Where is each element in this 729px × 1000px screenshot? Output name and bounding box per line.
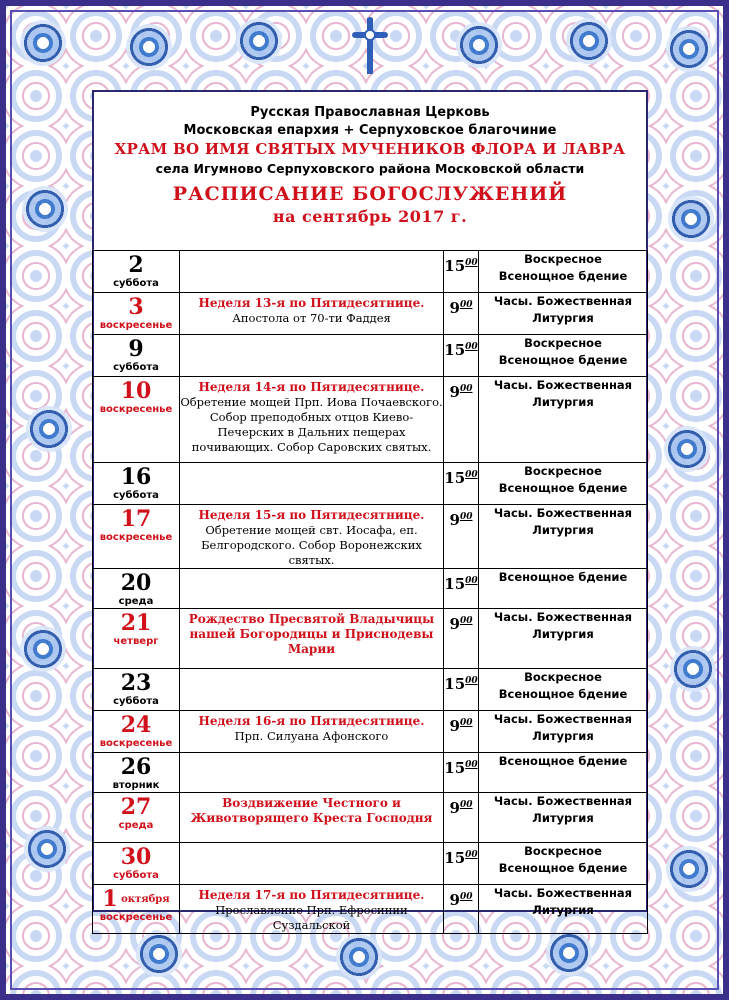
service-line: Литургия: [532, 395, 594, 409]
time-cell: [444, 569, 479, 609]
saints-commemoration: Прославление Прп. Ефросинии Суздальской: [215, 903, 408, 932]
table-row: [93, 293, 648, 335]
description-cell: [180, 569, 444, 609]
service-line: Литургия: [532, 523, 594, 537]
weekday: суббота: [113, 696, 159, 707]
service-line: Всенощное бдение: [498, 570, 628, 584]
table-row: [93, 569, 648, 609]
service-line: Всенощное бдение: [498, 861, 628, 875]
ornament-swirl-icon: [24, 826, 70, 872]
ornament-swirl-icon: [666, 26, 712, 72]
ornament-swirl-icon: [546, 930, 592, 976]
date-cell: [93, 463, 180, 505]
feast-title: [180, 463, 443, 466]
weekday: воскресенье: [99, 912, 173, 923]
service-line: Часы. Божественная: [493, 378, 633, 392]
weekday: воскресенье: [99, 320, 173, 331]
feast-title: [180, 843, 443, 846]
feast-title: Неделя 15-я по Пятидесятнице.: [198, 508, 425, 522]
village-line: села Игумново Серпуховского района Московской области: [155, 161, 585, 176]
day-number: 10: [120, 378, 152, 404]
schedule-panel: [92, 90, 648, 932]
time-cell: [444, 793, 479, 843]
date-cell: [93, 609, 180, 669]
feast-title: [180, 669, 443, 672]
time-hour: 9: [449, 717, 460, 735]
time-cell: [444, 885, 479, 934]
date-cell: [93, 753, 180, 793]
time-hour: 15: [444, 469, 466, 487]
saints-commemoration: Обретение мощей свт. Иосафа, еп. Белгородского. Собор Воронежских святых.: [201, 523, 422, 567]
service-cell: [479, 293, 648, 335]
ornament-swirl-icon: [668, 196, 714, 242]
time-hour: 15: [444, 675, 466, 693]
service-line: Всенощное бдение: [498, 481, 628, 495]
feast-title: Воздвижение Честного и Животворящего Креста Господня: [190, 796, 433, 825]
weekday: суббота: [113, 490, 159, 501]
temple-name: ХРАМ ВО ИМЯ СВЯТЫХ МУЧЕНИКОВ ФЛОРА И ЛАВРА: [114, 140, 626, 158]
date-cell: [93, 335, 180, 377]
service-line: Воскресное: [524, 844, 602, 858]
service-cell: [479, 335, 648, 377]
time-minute: 00: [465, 342, 478, 352]
time-cell: [444, 463, 479, 505]
table-row: [93, 669, 648, 711]
time-minute: 00: [465, 850, 478, 860]
table-row: [93, 753, 648, 793]
day-number: 24: [120, 712, 152, 738]
time-minute: 00: [465, 676, 478, 686]
time-cell: [444, 753, 479, 793]
date-cell: [93, 505, 180, 569]
time-minute: 00: [465, 760, 478, 770]
church-name: Русская Православная Церковь: [250, 105, 490, 120]
feast-title: Неделя 16-я по Пятидесятнице.: [198, 714, 425, 728]
day-number: 26: [120, 754, 152, 780]
service-line: Литургия: [532, 627, 594, 641]
ornament-swirl-icon: [26, 406, 72, 452]
ornament-swirl-icon: [236, 18, 282, 64]
time-minute: 00: [465, 576, 478, 586]
table-row: [93, 609, 648, 669]
ornament-swirl-icon: [22, 186, 68, 232]
schedule-table: [92, 250, 648, 934]
time-minute: 00: [459, 718, 473, 728]
diocese-line: Московская епархия + Серпуховское благочиние: [183, 123, 557, 138]
date-cell: [93, 793, 180, 843]
time-minute: 00: [459, 616, 473, 626]
service-line: Воскресное: [524, 670, 602, 684]
table-row: [93, 711, 648, 753]
service-cell: [479, 463, 648, 505]
time-hour: 9: [449, 615, 460, 633]
time-hour: 9: [449, 511, 460, 529]
month-subtitle: на сентябрь 2017 г.: [272, 207, 468, 226]
service-cell: [479, 711, 648, 753]
service-line: Литургия: [532, 729, 594, 743]
header: [94, 104, 646, 228]
ornament-swirl-icon: [126, 24, 172, 70]
feast-title: Рождество Пресвятой Владычицы нашей Богородицы и Приснодевы Марии: [188, 612, 435, 656]
time-cell: [444, 293, 479, 335]
day-number: 30: [120, 844, 152, 870]
day-number: 20: [120, 570, 152, 596]
ornament-swirl-icon: [20, 20, 66, 66]
day-number: 3: [128, 294, 144, 320]
ornament-swirl-icon: [20, 626, 66, 672]
service-cell: [479, 669, 648, 711]
date-cell: [93, 669, 180, 711]
service-line: Часы. Божественная: [493, 794, 633, 808]
feast-title: Неделя 17-я по Пятидесятнице.: [198, 888, 425, 902]
time-cell: [444, 669, 479, 711]
time-hour: 15: [444, 849, 466, 867]
service-line: Часы. Божественная: [493, 712, 633, 726]
saints-commemoration: Прп. Силуана Афонского: [234, 729, 389, 743]
date-cell: [93, 569, 180, 609]
description-cell: [180, 793, 444, 843]
table-row: [93, 793, 648, 843]
service-line: Всенощное бдение: [498, 754, 628, 768]
date-cell: [93, 711, 180, 753]
weekday: вторник: [112, 780, 160, 791]
ornament-swirl-icon: [456, 22, 502, 68]
service-cell: [479, 377, 648, 463]
time-hour: 15: [444, 257, 466, 275]
service-line: Всенощное бдение: [498, 353, 628, 367]
weekday: четверг: [113, 636, 159, 647]
table-row: [93, 463, 648, 505]
service-cell: [479, 793, 648, 843]
service-cell: [479, 753, 648, 793]
service-line: Часы. Божественная: [493, 610, 633, 624]
feast-title: [180, 753, 443, 756]
description-cell: [180, 753, 444, 793]
description-cell: [180, 669, 444, 711]
description-cell: [180, 335, 444, 377]
page-title: РАСПИСАНИЕ БОГОСЛУЖЕНИЙ: [172, 183, 568, 205]
day-number: 9: [128, 336, 144, 362]
description-cell: [180, 293, 444, 335]
service-cell: [479, 251, 648, 293]
ornament-swirl-icon: [566, 18, 612, 64]
time-minute: 00: [459, 892, 473, 902]
time-cell: [444, 505, 479, 569]
service-line: Всенощное бдение: [498, 687, 628, 701]
saints-commemoration: Обретение мощей Прп. Иова Почаевского. Собор преподобных отцов Киево-Печерских в Дальних пещерах почивающих. Собор Саровских святых.: [180, 395, 443, 454]
weekday: суббота: [113, 278, 159, 289]
weekday: среда: [118, 596, 154, 607]
table-row: [93, 505, 648, 569]
day-number: 17: [120, 506, 152, 532]
service-cell: [479, 885, 648, 934]
day-number: 27: [120, 794, 152, 820]
weekday: воскресенье: [99, 404, 173, 415]
weekday: воскресенье: [99, 738, 173, 749]
feast-title: [180, 569, 443, 572]
date-cell: [93, 293, 180, 335]
description-cell: [180, 377, 444, 463]
time-minute: 00: [459, 384, 473, 394]
service-cell: [479, 569, 648, 609]
description-cell: [180, 609, 444, 669]
time-cell: [444, 711, 479, 753]
month-note: октября: [117, 894, 170, 905]
day-number: 23: [120, 670, 152, 696]
service-line: Часы. Божественная: [493, 886, 633, 900]
feast-title: [180, 251, 443, 254]
ornament-swirl-icon: [670, 646, 716, 692]
time-cell: [444, 609, 479, 669]
service-line: Литургия: [532, 811, 594, 825]
day-number: 2: [128, 252, 144, 278]
time-minute: 00: [465, 470, 478, 480]
ornament-swirl-icon: [666, 846, 712, 892]
time-hour: 9: [449, 799, 460, 817]
description-cell: [180, 505, 444, 569]
description-cell: [180, 711, 444, 753]
time-minute: 00: [459, 800, 473, 810]
description-cell: [180, 843, 444, 885]
time-minute: 00: [459, 512, 473, 522]
feast-title: Неделя 13-я по Пятидесятнице.: [198, 296, 425, 310]
service-cell: [479, 609, 648, 669]
time-cell: [444, 843, 479, 885]
date-cell: [93, 251, 180, 293]
day-number: 16: [120, 464, 152, 490]
saints-commemoration: Апостола от 70-ти Фаддея: [232, 311, 391, 325]
service-line: Литургия: [532, 903, 594, 917]
time-hour: 9: [449, 891, 460, 909]
table-row: [93, 885, 648, 934]
time-minute: 00: [465, 258, 478, 268]
date-cell: [93, 377, 180, 463]
time-cell: [444, 335, 479, 377]
table-row: [93, 251, 648, 293]
time-hour: 15: [444, 759, 466, 777]
ornament-swirl-icon: [664, 426, 710, 472]
table-row: [93, 377, 648, 463]
feast-title: Неделя 14-я по Пятидесятнице.: [198, 380, 425, 394]
weekday: среда: [118, 820, 154, 831]
time-hour: 15: [444, 341, 466, 359]
time-minute: 00: [459, 300, 473, 310]
time-hour: 15: [444, 575, 466, 593]
ornament-swirl-icon: [136, 931, 182, 977]
time-hour: 9: [449, 383, 460, 401]
weekday: суббота: [113, 870, 159, 881]
date-cell: [93, 885, 180, 934]
ornament-swirl-icon: [336, 934, 382, 980]
table-row: [93, 843, 648, 885]
service-line: Часы. Божественная: [493, 294, 633, 308]
service-line: Воскресное: [524, 252, 602, 266]
weekday: суббота: [113, 362, 159, 373]
service-line: Всенощное бдение: [498, 269, 628, 283]
orthodox-cross-icon: [352, 16, 388, 76]
weekday: воскресенье: [99, 532, 173, 543]
description-cell: [180, 251, 444, 293]
time-cell: [444, 377, 479, 463]
day-number: 1 октября: [102, 886, 170, 912]
service-cell: [479, 505, 648, 569]
description-cell: [180, 885, 444, 934]
description-cell: [180, 463, 444, 505]
service-line: Литургия: [532, 311, 594, 325]
day-number: 21: [120, 610, 152, 636]
table-row: [93, 335, 648, 377]
service-line: Воскресное: [524, 464, 602, 478]
time-cell: [444, 251, 479, 293]
service-line: Часы. Божественная: [493, 506, 633, 520]
feast-title: [180, 335, 443, 338]
date-cell: [93, 843, 180, 885]
service-cell: [479, 843, 648, 885]
service-line: Воскресное: [524, 336, 602, 350]
time-hour: 9: [449, 299, 460, 317]
